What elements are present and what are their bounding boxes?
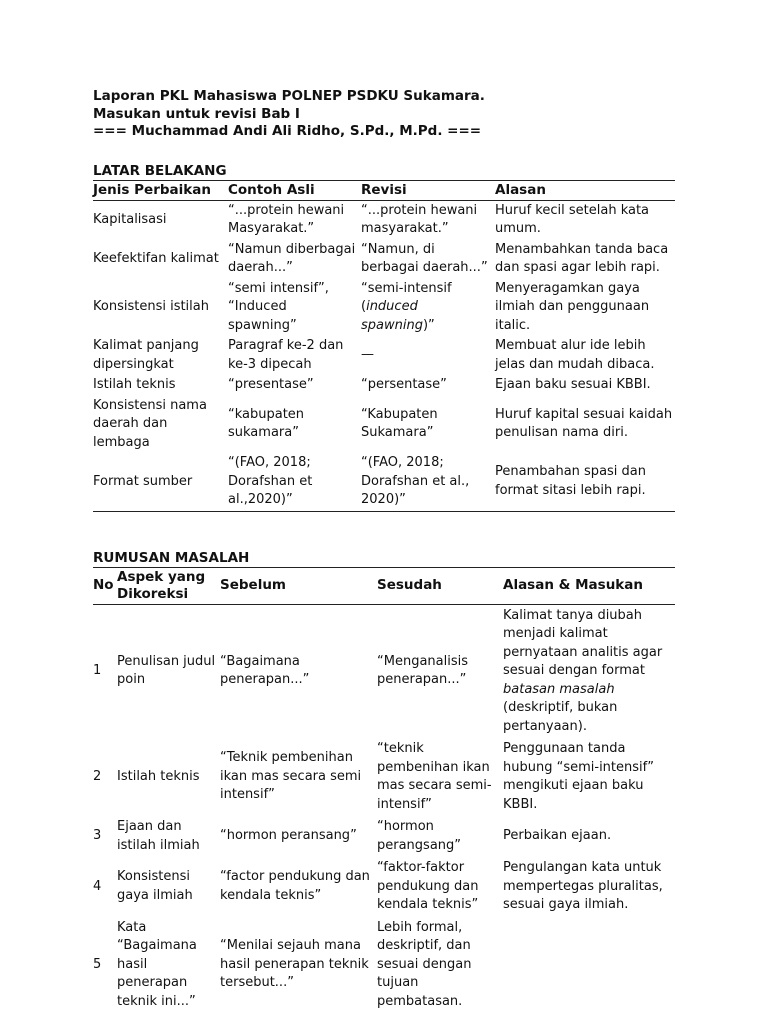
cell-jenis: Konsistensi nama daerah dan lembaga <box>93 397 207 450</box>
cell-alasan: Penambahan spasi dan format sitasi lebih rapi. <box>495 464 647 498</box>
latar-belakang-table <box>93 180 675 512</box>
column-header: Revisi <box>361 180 495 200</box>
cell-sesudah: Lebih formal, deskriptif, dan sesuai dengan tujuan pembatasan. <box>377 919 472 1009</box>
cell-alasan: Membuat alur ide lebih jelas dan mudah dibaca. <box>495 338 655 372</box>
cell-alasan: Perbaikan ejaan. <box>503 828 612 844</box>
table-row <box>93 279 675 337</box>
cell-aspek: Kata “Bagaimana hasil penerapan teknik ini...” <box>117 919 197 1009</box>
cell-alasan: Menyeragamkan gaya ilmiah dan penggunaan italic. <box>495 280 650 333</box>
cell-alasan <box>503 604 675 738</box>
table-row <box>93 453 675 511</box>
table-header-row <box>93 180 675 200</box>
cell-sebelum: “hormon peransang” <box>220 828 357 844</box>
cell-jenis: Keefektifan kalimat <box>93 250 219 266</box>
section-title-rumusan-masalah: RUMUSAN MASALAH <box>93 549 250 566</box>
cell-asli: “kabupaten sukamara” <box>228 406 305 441</box>
report-subtitle: Masukan untuk revisi Bab I <box>93 105 300 122</box>
cell-sebelum: “Menilai sejauh mana hasil penerapan teknik tersebut...” <box>220 938 369 990</box>
cell-alasan: Pengulangan kata untuk mempertegas pluralitas, sesuai gaya ilmiah. <box>503 860 663 912</box>
alasan-text-end: (deskriptif, bukan pertanyaan). <box>503 700 618 734</box>
cell-aspek: Istilah teknis <box>117 768 200 784</box>
column-header: No <box>93 567 117 604</box>
table-row <box>93 200 675 240</box>
table-row <box>93 816 675 857</box>
revisi-text: “semi-intensif <box>361 280 452 296</box>
cell-alasan: Ejaan baku sesuai KBBI. <box>495 377 651 392</box>
table-row <box>93 375 675 396</box>
cell-revisi <box>361 279 495 337</box>
cell-no: 3 <box>93 828 102 844</box>
column-header: Contoh Asli <box>228 180 361 200</box>
table-row <box>93 738 675 816</box>
table-row <box>93 336 675 375</box>
revisi-paren-close: )” <box>422 317 435 333</box>
cell-asli: Paragraf ke-2 dan ke-3 dipecah <box>228 338 344 372</box>
cell-revisi: “(FAO, 2018; Dorafshan et al., 2020)” <box>361 455 470 507</box>
cell-aspek: Penulisan judul poin <box>117 653 216 688</box>
document-page <box>93 88 675 1013</box>
cell-jenis: Konsistensi istilah <box>93 299 209 314</box>
column-header: Alasan & Masukan <box>503 567 675 604</box>
cell-asli: “semi intensif”, “Induced spawning” <box>228 280 329 333</box>
column-header: Alasan <box>495 180 675 200</box>
cell-revisi: “...protein hewani masyarakat.” <box>361 202 478 236</box>
cell-alasan <box>503 917 675 1014</box>
column-header: Sesudah <box>377 567 503 604</box>
cell-no: 2 <box>93 768 102 784</box>
table-row <box>93 396 675 454</box>
table-row <box>93 240 675 279</box>
table-row <box>93 604 675 738</box>
column-header: Sebelum <box>220 567 377 604</box>
cell-sesudah: “Menganalisis penerapan...” <box>377 653 468 688</box>
cell-asli: “(FAO, 2018; Dorafshan et al.,2020)” <box>228 455 313 507</box>
cell-no: 5 <box>93 956 102 972</box>
alasan-italic-term: batasan masalah <box>503 681 615 697</box>
column-header: Jenis Perbaikan <box>93 180 228 200</box>
table-row <box>93 917 675 1014</box>
section-title-latar-belakang: LATAR BELAKANG <box>93 162 227 179</box>
revisi-italic-term: induced spawning <box>361 299 423 333</box>
cell-sesudah: “faktor-faktor pendukung dan kendala teknis” <box>377 860 479 912</box>
cell-revisi: “Kabupaten Sukamara” <box>361 406 438 441</box>
cell-jenis: Istilah teknis <box>93 377 176 392</box>
report-title: Laporan PKL Mahasiswa POLNEP PSDKU Sukamara. <box>93 88 485 104</box>
cell-alasan: Penggunaan tanda hubung “semi-intensif” mengikuti ejaan baku KBBI. <box>503 741 654 812</box>
cell-sebelum: “Bagaimana penerapan...” <box>220 653 310 688</box>
cell-revisi: “persentase” <box>361 377 447 392</box>
cell-asli: “presentase” <box>228 377 314 392</box>
cell-jenis: Format sumber <box>93 473 193 489</box>
alasan-text: Kalimat tanya diubah menjadi kalimat pernyataan analitis agar sesuai dengan format <box>503 607 663 678</box>
cell-alasan: Menambahkan tanda baca dan spasi agar lebih rapi. <box>495 241 669 275</box>
cell-jenis: Kalimat panjang dipersingkat <box>93 338 199 372</box>
cell-sesudah: “hormon perangsang” <box>377 819 462 853</box>
revisi-paren-open: ( <box>361 299 367 314</box>
cell-alasan: Huruf kecil setelah kata umum. <box>495 202 650 236</box>
cell-asli: “Namun diberbagai daerah...” <box>228 241 356 275</box>
cell-sesudah: “teknik pembenihan ikan mas secara semi-intensif” <box>377 741 492 812</box>
cell-jenis: Kapitalisasi <box>93 211 167 227</box>
column-header: Aspek yang Dikoreksi <box>117 567 220 604</box>
table-header-row <box>93 567 675 604</box>
cell-revisi: — <box>361 347 374 363</box>
cell-sebelum: “Teknik pembenihan ikan mas secara semi intensif” <box>220 750 362 803</box>
reviewer-line: === Muchammad Andi Ali Ridho, S.Pd., M.Pd. === <box>93 123 482 139</box>
cell-no: 1 <box>93 663 102 678</box>
cell-aspek: Ejaan dan istilah ilmiah <box>117 819 200 853</box>
cell-sebelum: “factor pendukung dan kendala teknis” <box>220 869 370 903</box>
cell-revisi: “Namun, di berbagai daerah...” <box>361 241 488 275</box>
table-row <box>93 857 675 917</box>
cell-alasan: Huruf kapital sesuai kaidah penulisan nama diri. <box>495 406 673 441</box>
cell-no: 4 <box>93 878 102 894</box>
cell-asli: “...protein hewani Masyarakat.” <box>228 202 345 236</box>
rumusan-masalah-table <box>93 567 675 1014</box>
cell-aspek: Konsistensi gaya ilmiah <box>117 869 193 903</box>
